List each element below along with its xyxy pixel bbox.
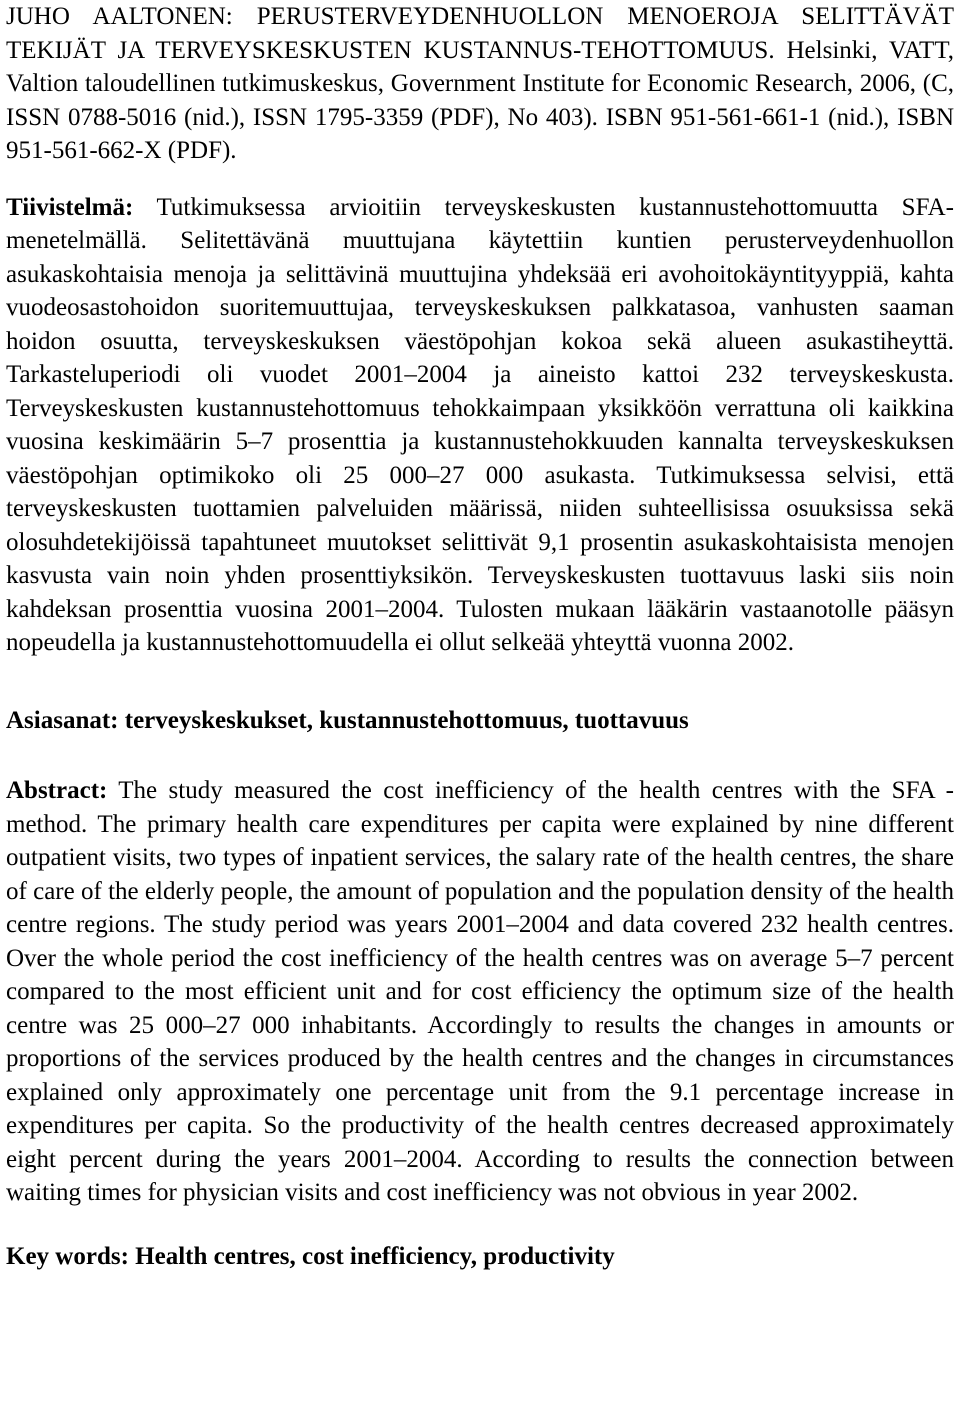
citation-block [6,0,954,168]
english-keywords [6,1240,954,1274]
english-keywords-value: Health centres, cost inefficiency, productivity [128,1242,615,1270]
english-abstract-text: The study measured the cost inefficiency of the health centres with the SFA -method. The primary health care expenditures per capita were explained by nine different outpatient visits, two types of inpatient services, the salary rate of the health centres, the share of care of the elderly people, the amount of population and the population density of the health centre regions. The study period was years 2001–2004 and data covered 232 health centres. Over the whole period the cost inefficiency of the health centres was on average 5–7 percent compared to the most efficient unit and for cost efficiency the optimum size of the health centre was 25 000–27 000 inhabitants. Accordingly to results the changes in amounts or proportions of the services produced by the health centres and the changes in circumstances explained only approximately one percentage unit from the 9.1 percentage increase in expenditures per capita. So the productivity of the health centres decreased approximately eight percent during the years 2001–2004. According to results the connection between waiting times for physician visits and cost inefficiency was not obvious in year 2002. [6,777,954,1206]
english-abstract-label: Abstract: [6,777,108,804]
document-page [6,0,954,1273]
english-abstract [6,774,954,1210]
finnish-abstract-label: Tiivistelmä: [6,193,134,221]
finnish-keywords-label: Asiasanat: [6,706,119,734]
finnish-abstract-text: Selitettävänä muuttujana käytettiin kuntien perusterveydenhuollon asukaskohtaisia menoja ja selittävinä muuttujina yhdeksää eri avohoitokäyntityyppiä, kahta vuodeosastohoidon suoritemuuttujaa, terveyskeskuksen palkkatasoa, vanhusten saaman hoidon osuutta, terveyskeskuksen väestöpohjan kokoa sekä alueen asukastiheyttä. Tarkasteluperiodi oli vuodet 2001–2004 ja aineisto kattoi 232 terveyskeskusta. Terveyskeskusten kustannustehottomuus tehokkaimpaan yksikköön verrattuna oli kaikkina vuosina keskimäärin 5–7 prosenttia ja kustannustehokkuuden kannalta terveyskeskuksen väestöpohjan optimikoko oli 25 000–27 000 asukasta. Tutkimuksessa selvisi, että terveyskeskusten tuottamien palveluiden määrissä, niiden suhteellisissa osuuksissa sekä olosuhdetekijöissä tapahtuneet muutokset selittivät 9,1 prosentin asukaskohtaisista menojen kasvusta vain noin yhden prosenttiyksikön. Terveyskeskusten tuottavuus laski siis noin kahdeksan prosenttia vuosina 2001–2004. Tulosten mukaan lääkärin vastaanotolle pääsyn nopeudella ja kustannustehottomuudella ei ollut selkeää yhteyttä vuonna 2002. [6,227,954,656]
finnish-keywords-value: terveyskeskukset, kustannustehottomuus, tuottavuus [118,706,689,734]
finnish-keywords [6,704,954,738]
citation-text: JUHO AALTONEN: PERUSTERVEYDENHUOLLON MENOEROJA SELITTÄVÄT TEKIJÄT JA TERVEYSKESKUSTEN KUSTANNUS-TEHOTTOMUUS. Helsinki, VATT, Valtion taloudellinen tutkimuskeskus, Government Institute for Economic Research, 2006, (C, ISSN 0788-5016 (nid.), ISSN 1795-3359 (PDF), No 403). ISBN 951-561-661-1 (nid.), ISBN 951-561-662-X (PDF). [6,3,954,164]
finnish-abstract [6,191,954,660]
english-keywords-label: Key words: [6,1242,129,1270]
finnish-abstract-lead: Tutkimuksessa arvioitiin terveyskeskusten kustannustehottomuutta SFA-menetelmällä. [6,193,954,254]
